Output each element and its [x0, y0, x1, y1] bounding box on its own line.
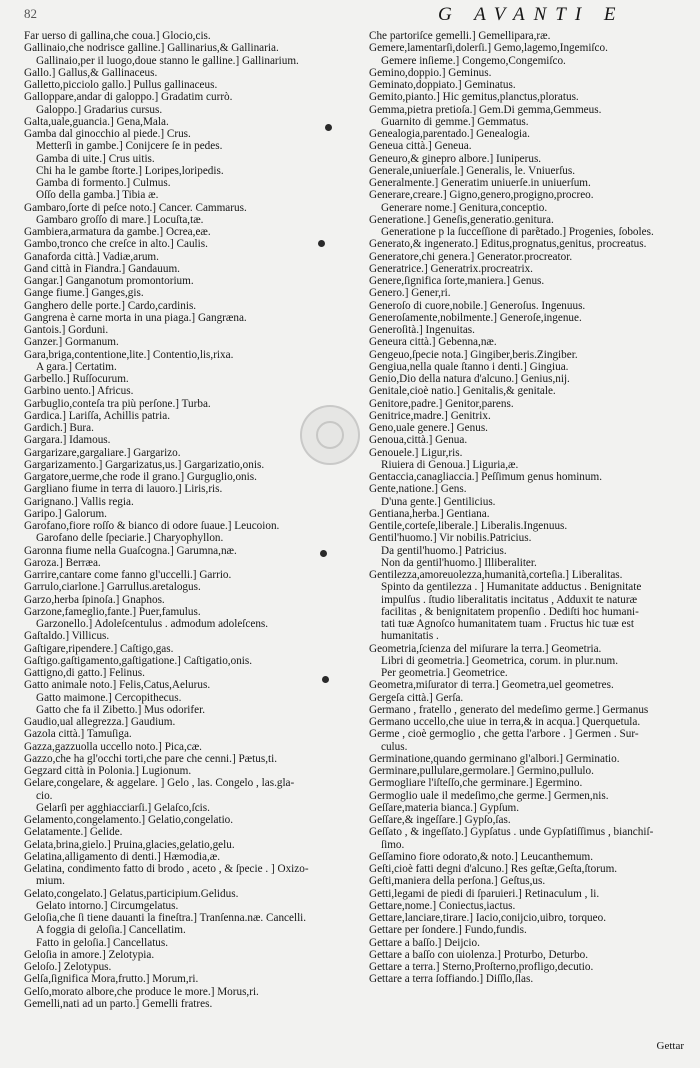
dictionary-entry: Generoſità.] Ingenuitas. — [369, 324, 475, 336]
ink-spot — [322, 676, 329, 683]
dictionary-entry: Gambaro,ſorte di peſce noto.] Cancer. Cammarus. — [24, 201, 247, 214]
dictionary-entry: Generatore,chi genera.] Generator.procreator. — [369, 250, 573, 263]
dictionary-entry: Gemelli,nati ad un parto.] Gemelli fratres. — [24, 997, 213, 1010]
dictionary-entry: Geloſia in amore.] Zelotypia. — [24, 948, 155, 961]
dictionary-entry: Generale,uniuerſale.] Generalis, le. Vniuerſus. — [369, 164, 576, 177]
dictionary-entry: Garoza.] Berræa. — [24, 556, 101, 569]
dictionary-entry: Geometra,miſurator di terra.] Geometra,uel geometres. — [369, 679, 614, 692]
dictionary-entry: Gara,briga,contentione,lite.] Contentio,lis,rixa. — [24, 348, 234, 361]
dictionary-entry: Genio,Dio della natura d'alcuno.] Genius,nij. — [369, 373, 570, 385]
dictionary-entry: Genere,ſignifica ſorte,maniera.] Genus. — [369, 275, 545, 287]
dictionary-entry: Generoſo di cuore,nobile.] Generoſus. Ingenuus. — [369, 299, 586, 312]
dictionary-entry: Garbuglio,conteſa tra più perſone.] Turba. — [24, 397, 211, 410]
dictionary-entry: A foggia di geloſia.] Cancellatim. — [36, 924, 186, 937]
dictionary-entry: Gettare a baſſo.] Deijcio. — [369, 936, 480, 949]
dictionary-entry: Gazola città.] Tamuſiga. — [24, 728, 132, 741]
dictionary-entry: Far uerso di gallina,che coua.] Glocio,cis. — [24, 30, 211, 42]
dictionary-entry: Metterſi in gambe.] Conijcere ſe in pedes. — [36, 140, 223, 153]
dictionary-entry: ſimo. — [381, 838, 405, 851]
dictionary-entry: Germano , fratello , generato del medeſimo germe.] Germanus — [369, 703, 649, 716]
dictionary-entry: Germogliare l'iſteſſo,che germinare.] Egermino. — [369, 777, 583, 790]
dictionary-entry: Geſſare,materia bianca.] Gypſum. — [369, 801, 520, 814]
dictionary-entry: Garbello.] Ruſſocurum. — [24, 373, 129, 385]
dictionary-entry: Ganzer.] Gormanum. — [24, 336, 119, 349]
stamp-center — [316, 421, 344, 449]
dictionary-entry: Germano uccello,che uiue in terra,& in acqua.] Querquetula. — [369, 716, 641, 728]
dictionary-entry: Geſſato , & ingeſſato.] Gypſatus . unde Gypſatiſſimus , bianchiſ- — [369, 826, 654, 839]
dictionary-entry: Gaſtigo.gaſtigamento,gaſtigatione.] Caſtigatio,onis. — [24, 654, 253, 667]
dictionary-entry: Gengeuo,ſpecie nota.] Gingiber,beris.Zingiber. — [369, 348, 578, 361]
dictionary-entry: Garofano,fiore roſſo & bianco di odore ſuaue.] Leucoion. — [24, 520, 280, 532]
dictionary-entry: Generalmente.] Generatim uniuerſe.in uniuerſum. — [369, 177, 591, 189]
dictionary-entry: Geloſo.] Zelotypus. — [24, 961, 112, 973]
dictionary-entry: humanitatis . — [381, 630, 439, 643]
dictionary-entry: Gergeſa città.] Gerſa. — [369, 691, 464, 704]
dictionary-entry: Germinare,pullulare,germolare.] Germino,pullulo. — [369, 765, 594, 777]
dictionary-entry: Gentil'huomo.] Vir nobilis.Patricius. — [369, 532, 532, 545]
dictionary-entry: mium. — [36, 875, 65, 888]
dictionary-entry: Gaſtigare,ripendere.] Caſtigo,gas. — [24, 642, 174, 655]
dictionary-entry: Gelatina,alligamento di denti.] Hæmodia,æ. — [24, 850, 221, 863]
ink-spot — [320, 550, 327, 557]
dictionary-entry: Gemere,lamentarſi,dolerſi.] Gemo,lagemo,Ingemiſco. — [369, 42, 608, 55]
dictionary-entry: Gettare per ſondere.] Fundo,fundis. — [369, 924, 527, 937]
dictionary-entry: Genero.] Gener,ri. — [369, 287, 451, 300]
dictionary-entry: Gand città in Fiandra.] Gandauum. — [24, 262, 180, 275]
dictionary-entry: Gazzo,che ha gl'occhi torti,che pare che cenni.] Pætus,ti. — [24, 752, 278, 765]
dictionary-entry: cio. — [36, 789, 53, 802]
dictionary-entry: Gemino,doppio.] Geminus. — [369, 66, 492, 79]
dictionary-entry: Gegzard città in Polonia.] Lugionum. — [24, 765, 192, 777]
dictionary-entry: Gengiua,nella quale ſtanno i denti.] Gingiua. — [369, 360, 569, 373]
dictionary-entry: Gatto animale noto.] Felis,Catus,Aelurus. — [24, 679, 211, 692]
dictionary-entry: Garrulo,ciarlone.] Garrullus.aretalogus. — [24, 581, 201, 594]
dictionary-entry: Garipo.] Galorum. — [24, 507, 107, 520]
dictionary-entry: Geſti,cioè fatti degni d'alcuno.] Res geſtæ,Geſta,ſtorum. — [369, 863, 618, 875]
dictionary-entry: Geſſamino fiore odorato,& noto.] Leucanthemum. — [369, 850, 593, 863]
dictionary-entry: Geſti,maniera della perſona.] Geſtus,us. — [369, 875, 546, 888]
dictionary-entry: Gemma,pietra pretioſa.] Gem.Di gemma,Gemmeus. — [369, 103, 602, 116]
dictionary-entry: Galloppare,andar di galoppo.] Gradatim currò. — [24, 91, 233, 104]
dictionary-entry: Generare nome.] Genitura,conceptio. — [381, 201, 548, 214]
dictionary-entry: Gelarſi per agghiacciarſi.] Gelaſco,ſcis. — [36, 801, 210, 814]
library-stamp-seal — [300, 405, 360, 465]
dictionary-entry: Gambo,tronco che creſce in alto.] Caulis. — [24, 238, 208, 251]
dictionary-entry: impulſus . ſtudio liberalitatis incitatus , Adduxit te naturæ — [381, 593, 638, 606]
ink-spot — [318, 240, 325, 247]
dictionary-entry: Garignano.] Vallis regia. — [24, 495, 134, 508]
dictionary-entry: Gargliano fiume in terra di lauoro.] Liris,ris. — [24, 483, 223, 496]
left-column — [24, 30, 367, 1010]
dictionary-entry: Gatto che fa il Zibetto.] Mus odorifer. — [36, 703, 206, 716]
dictionary-entry: Germinatione,quando germinano gl'albori.] Germinatio. — [369, 752, 620, 765]
dictionary-entry: Gemito,pianto.] Hic gemitus,planctus,ploratus. — [369, 91, 579, 104]
dictionary-entry: Gargatore,uerme,che rode il grano.] Gurguglio,onis. — [24, 471, 257, 483]
dictionary-entry: Gelſa,ſignifica Mora,frutto.] Morum,ri. — [24, 973, 199, 986]
dictionary-entry: Non da gentil'huomo.] Illiberaliter. — [381, 556, 537, 569]
ink-spot — [325, 124, 332, 131]
dictionary-entry: Gallo.] Gallus,& Gallinaceus. — [24, 66, 158, 79]
right-column — [369, 30, 699, 986]
dictionary-entry: Gentaccia,canagliaccia.] Peſſimum genus hominum. — [369, 471, 602, 483]
dictionary-entry: tati tuæ Agnoſco humanitatem tuam . Fructus hic tuæ est — [381, 618, 634, 630]
dictionary-entry: Ganaforda città.] Vadiæ,arum. — [24, 250, 159, 263]
dictionary-entry: Geſſare,& ingeſſare.] Gypſo,ſas. — [369, 814, 511, 826]
dictionary-entry: Germe , cioè germoglio , che getta l'arbore . ] Germen . Sur- — [369, 728, 639, 741]
dictionary-entry: Garonna fiume nella Guaſcogna.] Garumna,næ. — [24, 544, 237, 557]
dictionary-entry: Che partoriſce gemelli.] Gemellipara,ræ. — [369, 30, 551, 42]
dictionary-entry: A gara.] Certatim. — [36, 360, 117, 373]
dictionary-entry: Gelato intorno.] Circumgelatus. — [36, 899, 179, 912]
catchword: Gettar — [656, 1040, 684, 1052]
dictionary-entry: Gettare a baſſo con uiolenza.] Proturbo, Deturbo. — [369, 948, 589, 961]
dictionary-entry: Garbino uento.] Africus. — [24, 385, 134, 398]
dictionary-entry: Gettare,nome.] Coniectus,iactus. — [369, 899, 516, 912]
dictionary-entry: Spinto da gentilezza . ] Humanitate adductus . Benignitate — [381, 581, 642, 594]
dictionary-entry: Geloſia,che ſi tiene dauanti la fineſtra.] Tranſenna.næ. Cancelli. — [24, 912, 307, 924]
dictionary-entry: Gamba di formento.] Culmus. — [36, 177, 171, 189]
dictionary-entry: Gentilezza,amoreuolezza,humanità,corteſia.] Liberalitas. — [369, 569, 623, 581]
dictionary-entry: Gange fiume.] Ganges,gis. — [24, 287, 144, 300]
dictionary-entry: Gardica.] Lariſſa, Achillis patria. — [24, 409, 170, 422]
dictionary-entry: Geneuro,& ginepro albore.] Iuniperus. — [369, 152, 542, 165]
dictionary-entry: Galta,uale,guancia.] Gena,Mala. — [24, 115, 169, 128]
dictionary-entry: Genealogia,parentado.] Genealogia. — [369, 128, 530, 140]
page-number: 82 — [24, 6, 37, 21]
dictionary-entry: Getti,legami de piedi di ſparuieri.] Retinaculum , li. — [369, 887, 600, 900]
dictionary-entry: Gallinaio,per il luogo,doue stanno le galline.] Gallinarium. — [36, 54, 299, 67]
dictionary-entry: Genouele.] Ligur,ris. — [369, 446, 463, 459]
dictionary-entry: Gettare,lanciare,tirare.] Iacio,conijcio,uibro, torqueo. — [369, 912, 606, 924]
dictionary-entry: Gamba dal ginocchio al piede.] Crus. — [24, 128, 191, 140]
dictionary-entry: Geminato,doppiato.] Geminatus. — [369, 79, 516, 91]
dictionary-entry: Gallinaio,che nodrisce galline.] Gallinarius,& Gallinaria. — [24, 42, 279, 55]
dictionary-entry: Libri di geometria.] Geometrica, corum. in plur.num. — [381, 654, 619, 667]
page-header — [0, 2, 700, 28]
dictionary-entry: Geneua città.] Geneua. — [369, 140, 472, 153]
dictionary-entry: Geneura città.] Gebenna,næ. — [369, 336, 497, 349]
dictionary-entry: Generoſamente,nobilmente.] Generoſe,ingenue. — [369, 311, 582, 324]
dictionary-entry: Fatto in geloſia.] Cancellatus. — [36, 936, 169, 949]
dictionary-entry: Gattigno,di gatto.] Felinus. — [24, 667, 145, 679]
dictionary-entry: Garrire,cantare come fanno gl'uccelli.] Garrio. — [24, 569, 232, 581]
dictionary-entry: Riuiera di Genoua.] Liguria,æ. — [381, 458, 519, 471]
dictionary-entry: Genitrice,madre.] Genitrix. — [369, 409, 491, 422]
dictionary-entry: Generatione.] Geneſis,generatio.genitura. — [369, 213, 554, 226]
dictionary-entry: Genoua,città.] Genua. — [369, 434, 468, 447]
dictionary-entry: Germoglio uale il medeſimo,che germe.] Germen,nis. — [369, 789, 609, 802]
dictionary-entry: Garzo,herba ſpinoſa.] Gnaphos. — [24, 593, 165, 606]
dictionary-entry: Gaſtaldo.] Villicus. — [24, 630, 110, 643]
dictionary-entry: Gettare a terra.] Sterno,Proſterno,profligo,decutio. — [369, 961, 594, 973]
dictionary-entry: Gettare a terra ſoffiando.] Diſſlo,ſlas. — [369, 973, 534, 986]
dictionary-entry: Genitale,cioè natio.] Genitalis,& genitale. — [369, 385, 556, 398]
dictionary-entry: Gelato,congelato.] Gelatus,participium.Gelidus. — [24, 887, 239, 900]
dictionary-entry: Generato,& ingenerato.] Editus,prognatus,genitus, procreatus. — [369, 238, 647, 251]
dictionary-entry: Gentiana,herba.] Gentiana. — [369, 507, 490, 520]
dictionary-entry: Gelata,brina,gielo.] Pruina,glacies,gelatio,gelu. — [24, 838, 235, 851]
dictionary-entry: culus. — [381, 740, 408, 753]
dictionary-entry: Guarnito di gemme.] Gemmatus. — [381, 115, 529, 128]
dictionary-entry: Gaudio,ual allegrezza.] Gaudium. — [24, 716, 176, 728]
dictionary-entry: Gazza,gazzuolla uccello noto.] Pica,cæ. — [24, 740, 202, 753]
dictionary-entry: Gatto maimone.] Cercopithecus. — [36, 691, 182, 704]
dictionary-entry: Galoppo.] Gradarius cursus. — [36, 103, 163, 116]
dictionary-entry: Gargarizamento.] Gargarizatus,us.] Gargarizatio,onis. — [24, 458, 265, 471]
dictionary-entry: Gente,natione.] Gens. — [369, 483, 467, 496]
dictionary-entry: Gardich.] Bura. — [24, 422, 94, 434]
dictionary-entry: Gentile,corteſe,liberale.] Liberalis.Ingenuus. — [369, 520, 568, 532]
dictionary-entry: Gantois.] Gorduni. — [24, 324, 109, 336]
dictionary-entry: facilitas , & benignitatem propenſio . Dediſti hoc humani- — [381, 605, 639, 618]
dictionary-entry: Generare,creare.] Gigno,genero,progigno,procreo. — [369, 189, 594, 202]
dictionary-entry: Gamba di uite.] Crus uitis. — [36, 152, 155, 165]
dictionary-entry: Gelſo,morato albore,che produce le more.] Morus,ri. — [24, 985, 259, 998]
dictionary-entry: Gelamento,congelamento.] Gelatio,congelatio. — [24, 814, 234, 826]
dictionary-entry: Garofano delle ſpeciarie.] Charyophyllon. — [36, 532, 224, 545]
dictionary-entry: Gambiera,armatura da gambe.] Ocrea,eæ. — [24, 226, 211, 238]
dictionary-entry: Gemere inſieme.] Congemo,Congemiſco. — [381, 54, 566, 67]
dictionary-entry: Geno,uale genere.] Genus. — [369, 422, 488, 434]
dictionary-entry: Gargara.] Idamous. — [24, 434, 111, 447]
dictionary-entry: Gelatina, condimento fatto di brodo , aceto , & ſpecie . ] Oxizo- — [24, 863, 309, 875]
dictionary-entry: Genitore,padre.] Genitor,parens. — [369, 397, 514, 410]
dictionary-entry: Gelatamente.] Gelide. — [24, 826, 123, 839]
dictionary-entry: Generatione p la ſucceſſione di parẽtado.] Progenies, ſoboles. — [381, 226, 654, 238]
dictionary-entry: Geometria,ſcienza del miſurare la terra.] Geometria. — [369, 642, 602, 655]
dictionary-entry: Garzonello.] Adoleſcentulus . admodum adoleſcens. — [36, 618, 269, 630]
dictionary-entry: Ganghero delle porte.] Cardo,cardinis. — [24, 299, 197, 312]
dictionary-entry: D'una gente.] Gentilicius. — [381, 495, 496, 508]
dictionary-entry: Chi ha le gambe ſtorte.] Loripes,loripedis. — [36, 164, 224, 177]
dictionary-entry: Da gentil'huomo.] Patricius. — [381, 544, 507, 557]
dictionary-entry: Generatrice.] Generatrix.procreatrix. — [369, 262, 533, 275]
dictionary-entry: Oſſo della gamba.] Tibia æ. — [36, 189, 159, 202]
dictionary-entry: Gangar.] Ganganotum promontorium. — [24, 275, 194, 287]
dictionary-entry: Gelare,congelare, & aggelare. ] Gelo , las. Congelo , las.gla- — [24, 777, 295, 790]
dictionary-entry: Garzone,fameglio,fante.] Puer,famulus. — [24, 605, 201, 618]
dictionary-entry: Gargarizare,gargaliare.] Gargarizo. — [24, 446, 181, 459]
dictionary-entry: Galletto,picciolo gallo.] Pullus gallinaceus. — [24, 79, 218, 91]
dictionary-entry: Per geometria.] Geometrice. — [381, 667, 508, 679]
running-head: G AVANTI E — [438, 4, 625, 25]
dictionary-entry: Gambaro groſſo di mare.] Locuſta,tæ. — [36, 213, 204, 226]
dictionary-entry: Gangrena è carne morta in una piaga.] Gangræna. — [24, 311, 247, 324]
